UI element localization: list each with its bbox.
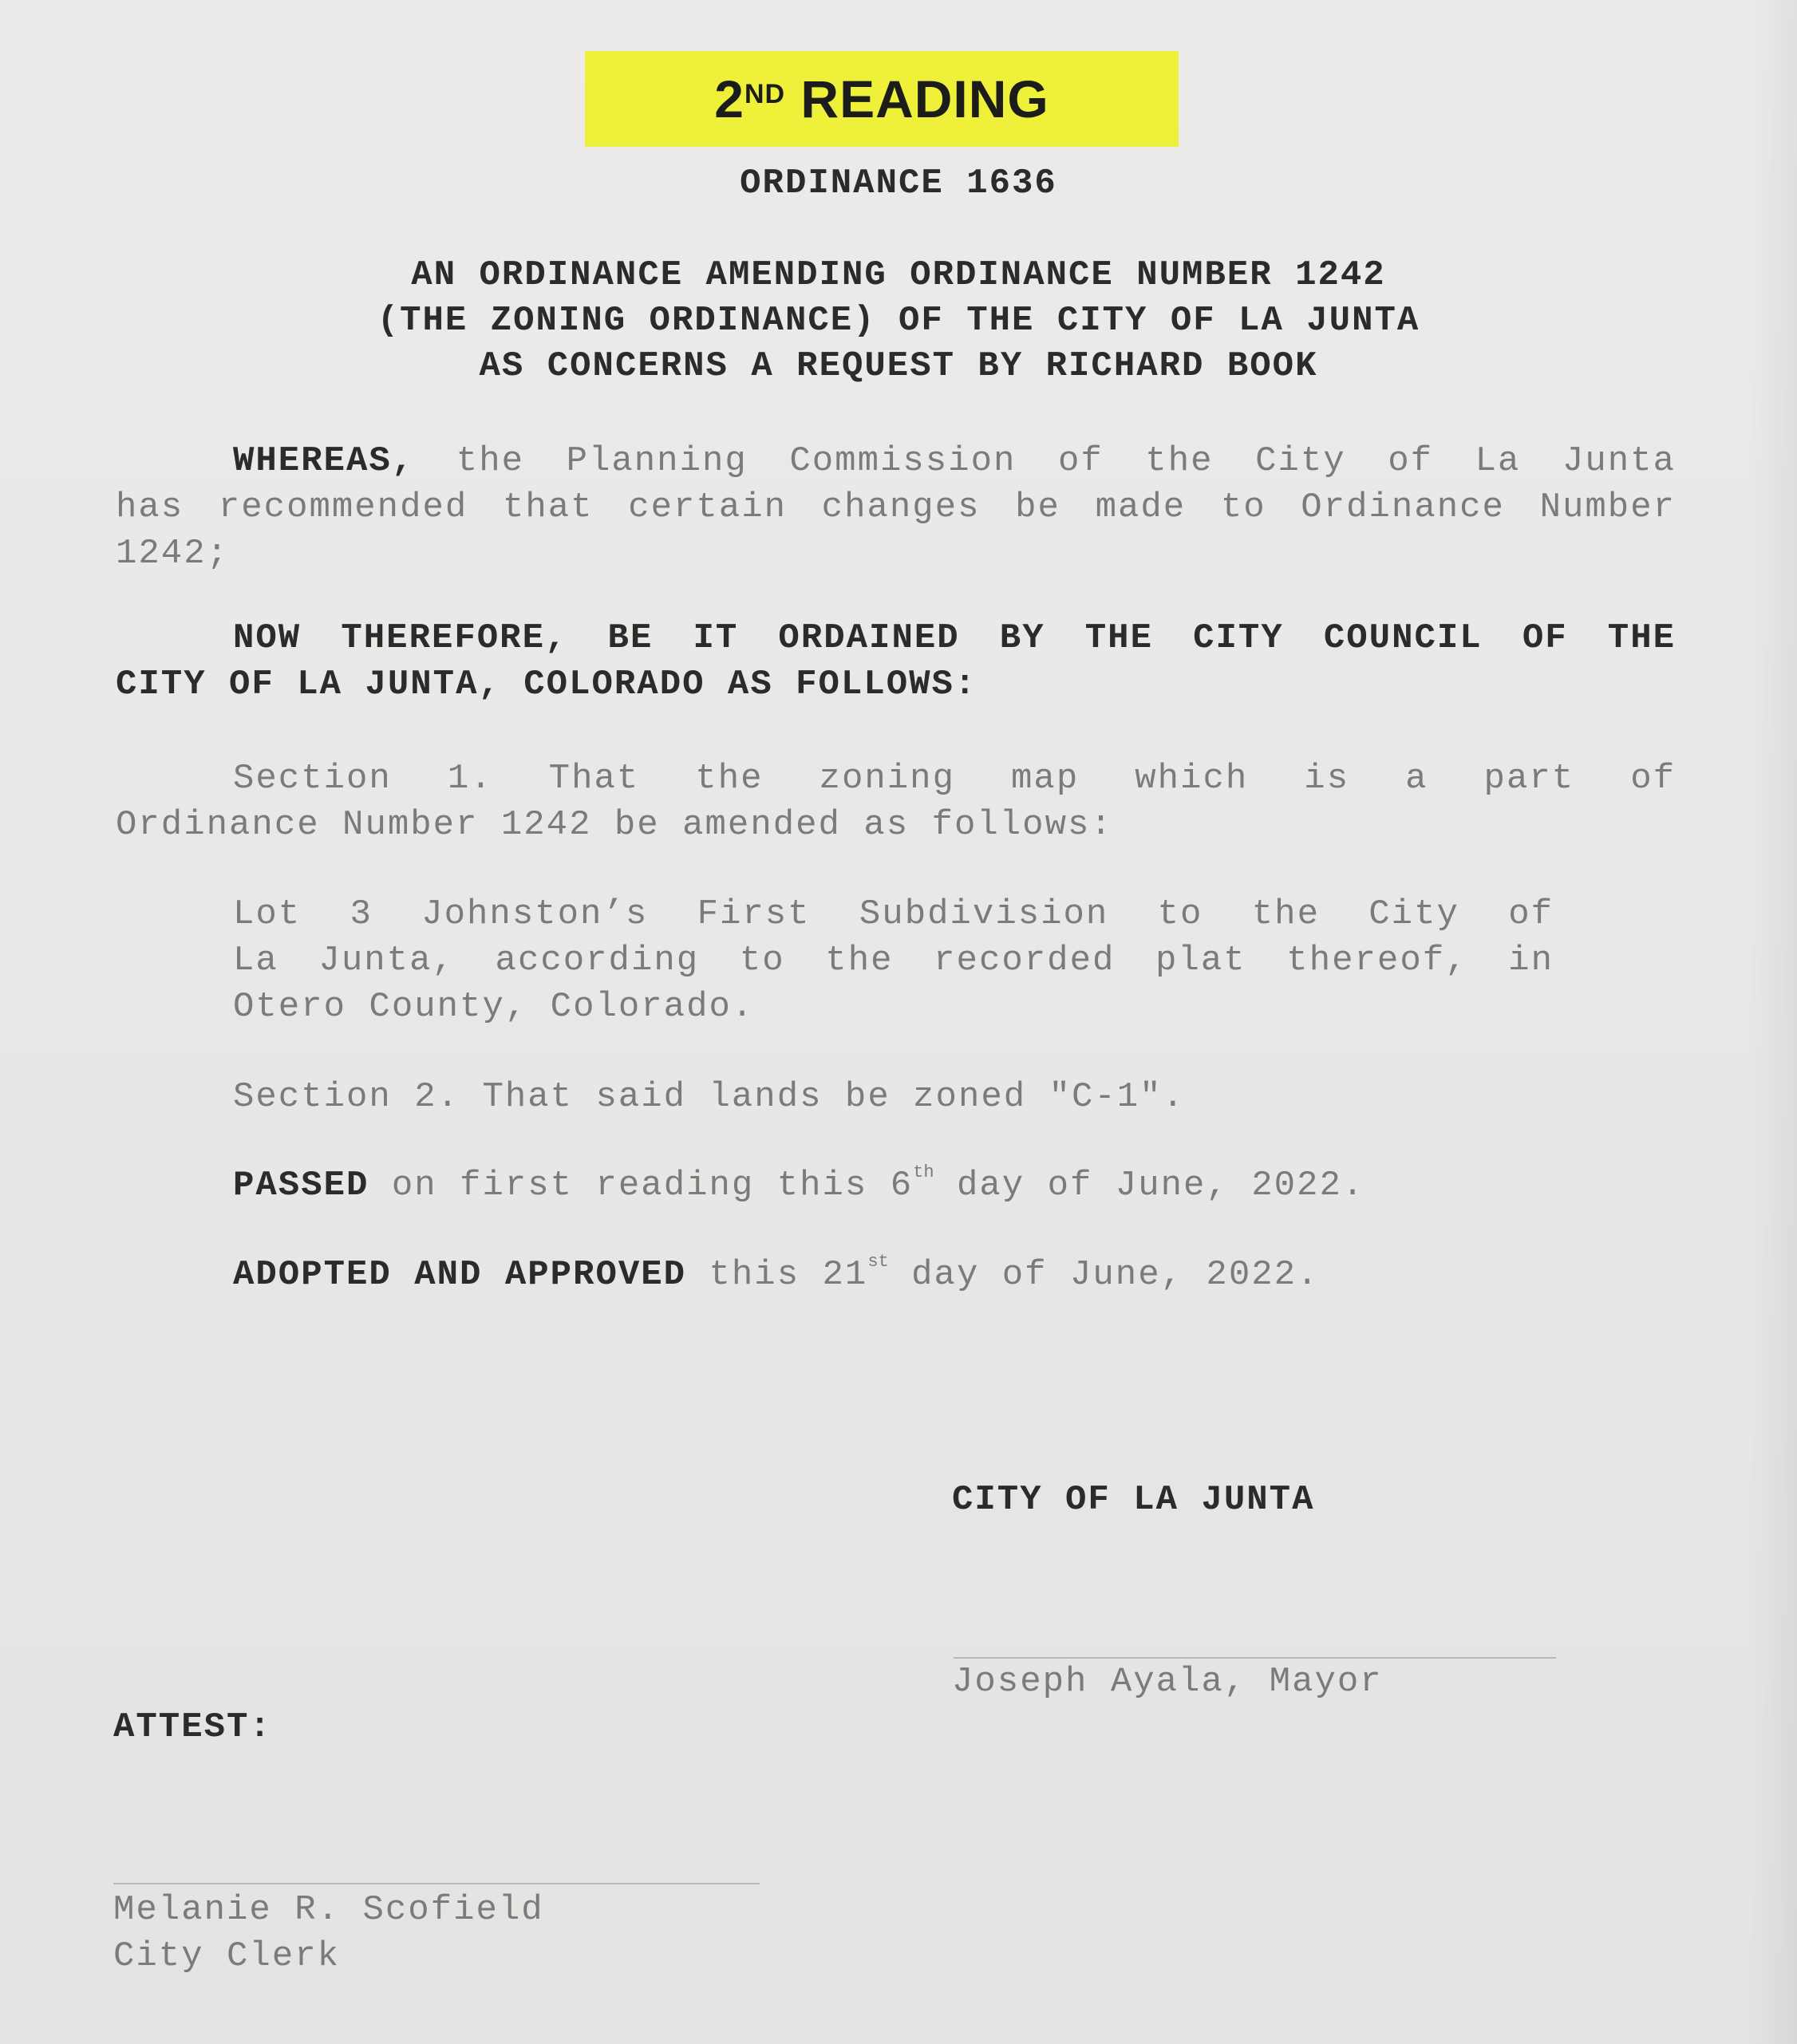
- ordained-line-1: NOW THEREFORE, BE IT ORDAINED BY THE CITY COUNCIL OF THE: [233, 618, 1676, 658]
- adopted-label: ADOPTED AND APPROVED: [233, 1255, 687, 1295]
- banner-ordinal-suffix: ND: [744, 79, 786, 109]
- passed-text-before: on first reading this 6: [391, 1166, 914, 1205]
- whereas-line-3: 1242;: [116, 534, 230, 574]
- section-1-line-1: Section 1. That the zoning map which is a part of: [233, 759, 1676, 799]
- city-label: CITY OF LA JUNTA: [952, 1480, 1315, 1520]
- section-1-line-2: Ordinance Number 1242 be amended as follows:: [116, 805, 1113, 845]
- whereas-line-2: has recommended that certain changes be made to Ordinance Number: [116, 487, 1676, 527]
- adopted-text-after: day of June, 2022.: [911, 1255, 1320, 1295]
- passed-ordinal: th: [913, 1162, 934, 1182]
- passed-label: PASSED: [233, 1166, 369, 1205]
- adopted-text-before: this 21: [709, 1255, 868, 1295]
- legal-description-line-2: La Junta, according to the recorded plat thereof, in: [233, 941, 1554, 981]
- clerk-title: City Clerk: [113, 1936, 341, 1976]
- whereas-line-1: [233, 441, 1676, 481]
- clerk-name: Melanie R. Scofield: [113, 1890, 544, 1930]
- ordinance-number: ORDINANCE 1636: [740, 164, 1057, 203]
- banner-text: READING: [800, 69, 1049, 128]
- title-line-2: (THE ZONING ORDINANCE) OF THE CITY OF LA JUNTA: [377, 301, 1420, 341]
- attest-label: ATTEST:: [113, 1707, 272, 1747]
- banner-ordinal: 2: [714, 69, 744, 128]
- adopted-line: [233, 1252, 1320, 1295]
- second-reading-banner: [585, 51, 1179, 147]
- title-line-3: AS CONCERNS A REQUEST BY RICHARD BOOK: [479, 346, 1318, 386]
- legal-description-line-1: Lot 3 Johnston’s First Subdivision to the City of: [233, 894, 1554, 934]
- mayor-signature-line: [954, 1657, 1556, 1659]
- section-2: Section 2. That said lands be zoned "C-1".: [233, 1077, 1185, 1117]
- ordained-line-2: CITY OF LA JUNTA, COLORADO AS FOLLOWS:: [116, 665, 977, 704]
- mayor-signatory: Joseph Ayala, Mayor: [952, 1662, 1383, 1702]
- adopted-ordinal: st: [867, 1252, 889, 1272]
- whereas-label: WHEREAS,: [233, 441, 415, 481]
- passed-line: [233, 1162, 1365, 1205]
- title-line-1: AN ORDINANCE AMENDING ORDINANCE NUMBER 1242: [411, 255, 1386, 295]
- whereas-text-1: the Planning Commission of the City of La Junta: [456, 441, 1676, 481]
- legal-description-line-3: Otero County, Colorado.: [233, 987, 755, 1027]
- passed-text-after: day of June, 2022.: [956, 1166, 1365, 1205]
- clerk-signature-line: [113, 1883, 760, 1884]
